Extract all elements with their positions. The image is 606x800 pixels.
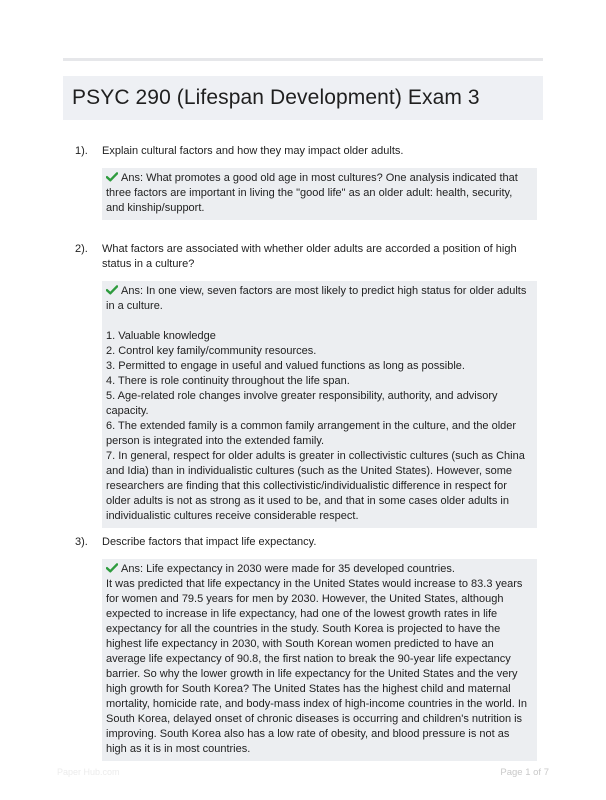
list-item: 1. Valuable knowledge <box>106 330 216 342</box>
answer-text: It was predicted that life expectancy in the United States would increase to 83.3 years for women and 79.5 years for men by 2030. However, the United States, although expected to increase in life expectancy, had one of the lowest growth rates in life expectancy for all the countries in the study. South Korea is projected to have the highest life expectancy in 2030, with South Korean women predicted to have an average life expectancy of 90.8, the first nation to break the 90-year life expectancy barrier. So why the lower growth in life expectancy for the United States and the very high growth for South Korea? The United States has the highest child and maternal mortality, homicide rate, and body-mass index of high-income countries in the world. In South Korea, delayed onset of chronic diseases is occurring and children's nutrition is improving. South Korea also has a low rate of obesity, and blood pressure is not as high as it is in most countries. <box>106 578 528 755</box>
question-text: Describe factors that impact life expectancy. <box>102 536 317 548</box>
question-number: 3). <box>75 536 88 548</box>
checkmark-icon <box>106 172 118 182</box>
top-divider <box>63 58 543 61</box>
question-text: Explain cultural factors and how they may impact older adults. <box>102 145 404 157</box>
question-3 <box>75 535 537 761</box>
list-item: 2. Control key family/community resources. <box>106 345 317 357</box>
answer-box <box>102 281 537 528</box>
page-title: PSYC 290 (Lifespan Development) Exam 3 <box>72 86 480 109</box>
checkmark-icon <box>106 285 118 295</box>
list-item: 4. There is role continuity throughout the life span. <box>106 375 350 387</box>
answer-box <box>102 559 537 761</box>
list-item: 5. Age-related role changes involve greater responsibility, authority, and advisory capacity. <box>106 390 498 417</box>
question-number: 1). <box>75 145 88 157</box>
list-item: 7. In general, respect for older adults is greater in collectivistic cultures (such as China and Idia) than in individualistic cultures (such as the United States). However, some researchers are finding that this collectivistic/individualistic difference in respect for older adults is not as strong as it used to be, and that in some cases older adults in individualistic cultures receive considerable respect. <box>106 450 525 522</box>
question-2 <box>75 242 537 528</box>
page-number: Page 1 of 7 <box>500 767 549 778</box>
watermark-text: Paper Hub.com <box>57 767 120 777</box>
answer-text: Ans: What promotes a good old age in most cultures? One analysis indicated that three factors are important in living the "good life" as an older adult: health, security, and kinship/support. <box>106 172 518 214</box>
list-item: 6. The extended family is a common family arrangement in the culture, and the older person is integrated into the extended family. <box>106 420 517 447</box>
checkmark-icon <box>106 563 118 573</box>
question-1 <box>75 144 537 220</box>
question-text: What factors are associated with whether older adults are accorded a position of high status in a culture? <box>102 243 517 270</box>
answer-box <box>102 168 537 220</box>
title-bar <box>63 76 543 120</box>
answer-text: Ans: Life expectancy in 2030 were made for 35 developed countries. <box>121 563 455 575</box>
list-item: 3. Permitted to engage in useful and valued functions as long as possible. <box>106 360 465 372</box>
answer-text: Ans: In one view, seven factors are most likely to predict high status for older adults in a culture. <box>106 285 527 312</box>
question-number: 2). <box>75 243 88 255</box>
